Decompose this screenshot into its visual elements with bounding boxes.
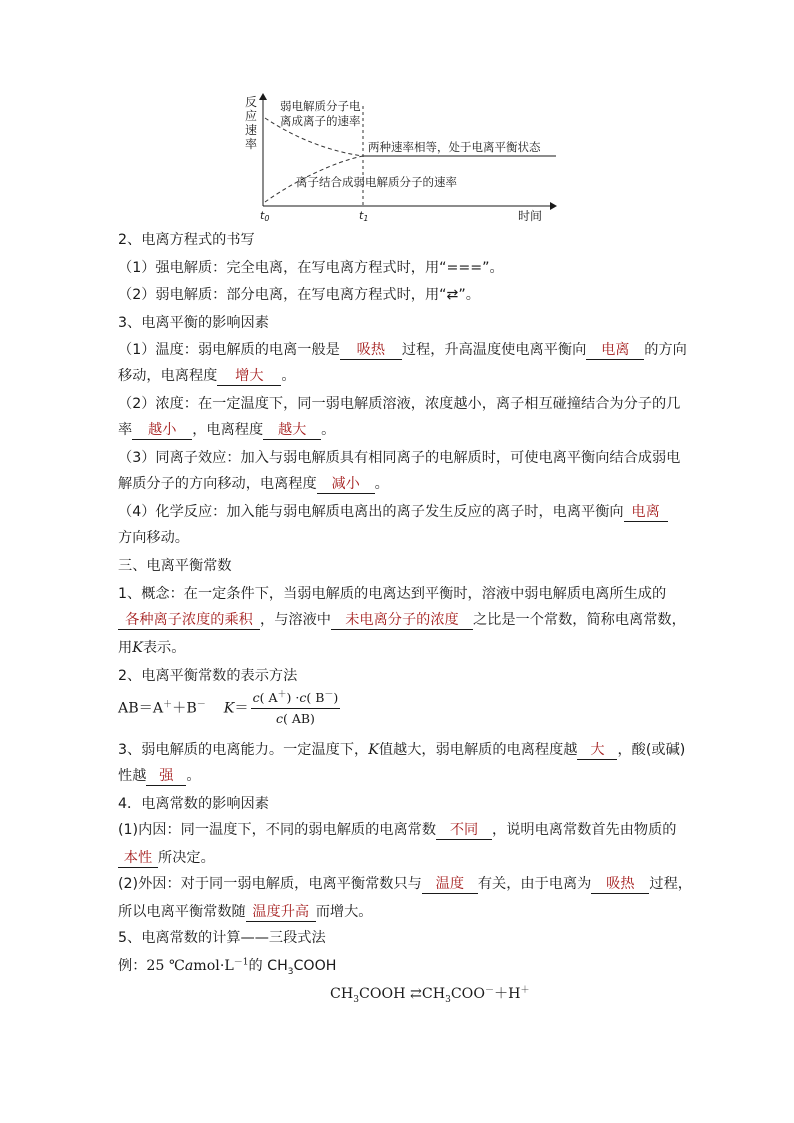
paragraph: （2）弱电解质：部分电离，在写电离方程式时，用“⇄”。 <box>118 287 480 303</box>
answer-blank: 不同 <box>436 821 492 840</box>
paragraph: 1、概念：在一定条件下，当弱电解质的电离达到平衡时，溶液中弱电解质电离所生成的 <box>118 586 667 602</box>
answer-blank: 大 <box>577 741 617 760</box>
paragraph: 移动，电离程度 增大 。 <box>118 368 296 384</box>
equilibrium-expression: AB＝A＋＋B－ K＝ $\frac{c( A^+) \cdot c( B^-)}{c( AB)}$ <box>118 689 339 726</box>
y-axis-label-char: 反 <box>245 95 258 109</box>
x-axis-label: 时间 <box>518 209 543 222</box>
answer-blank: 增大 <box>217 367 281 386</box>
paragraph: （1）温度：弱电解质的电离一般是 吸热 过程，升高温度使电离平衡向 电离 的方向 <box>118 342 687 358</box>
constant-fraction: $\frac{c( A^+) \cdot c( B^-)}{c( AB)}$ <box>252 689 339 726</box>
paragraph: 所以电离平衡常数随 温度升高 而增大。 <box>118 904 373 920</box>
paragraph: 性越 强 。 <box>118 768 201 784</box>
paragraph: 本性 所决定。 <box>118 848 215 868</box>
paragraph: 解质分子的方向移动，电离程度 减小 。 <box>118 476 389 492</box>
example-line: 例：25 $℃amol\cdot L^{-1}$的 $CH_3COOH$ <box>118 957 337 977</box>
ionization-reaction: $CH_3COOH$ $⇄CH_3COO^-+H^+$ <box>330 985 530 1005</box>
equilibrium-label: 两种速率相等，处于电离平衡状态 <box>368 140 541 154</box>
t0-label: t0 <box>260 209 270 222</box>
paragraph: （3）同离子效应：加入与弱电解质具有相同离子的电解质时，可使电离平衡向结合成弱电 <box>118 450 681 466</box>
section-heading: 4．电离常数的影响因素 <box>118 796 269 812</box>
answer-blank: 电离 <box>624 503 668 522</box>
answer-blank: 各种离子浓度的乘积 <box>118 611 260 630</box>
curve-top-label: 弱电解质分子电 <box>280 99 361 113</box>
answer-blank: 未电离分子的浓度 <box>331 611 473 630</box>
answer-blank: 本性 <box>118 849 158 868</box>
answer-blank: 温度 <box>422 875 478 894</box>
answer-blank: 越小 <box>132 421 192 440</box>
section-heading: 5、电离常数的计算——三段式法 <box>118 930 326 946</box>
answer-blank: 吸热 <box>591 875 649 894</box>
paragraph: 各种离子浓度的乘积 ，与溶液中 未电离分子的浓度 之比是一个常数，简称电离常数， <box>118 610 686 630</box>
answer-blank: 越大 <box>263 421 321 440</box>
answer-blank: 电离 <box>586 341 644 360</box>
paragraph: 3、弱电解质的电离能力。一定温度下，K值越大，弱电解质的电离程度越 大 ，酸(或碱) <box>118 742 686 758</box>
curve-bottom-label: 离子结合成弱电解质分子的速率 <box>296 175 457 189</box>
answer-blank: 强 <box>146 767 186 786</box>
y-axis-label-char: 速 <box>245 123 258 137</box>
y-axis-label-char: 率 <box>245 137 258 151</box>
paragraph: （2）浓度：在一定温度下，同一弱电解质溶液，浓度越小，离子相互碰撞结合为分子的几 <box>118 396 681 412</box>
paragraph: （4）化学反应：加入能与弱电解质电离出的离子发生反应的离子时，电离平衡向 电离 <box>118 502 668 522</box>
t1-label: t1 <box>359 209 369 222</box>
answer-blank: 温度升高 <box>246 903 316 922</box>
curve-top-label: 离成离子的速率 <box>280 114 361 128</box>
section-heading: 2、电离方程式的书写 <box>118 232 255 248</box>
section-heading: 3、电离平衡的影响因素 <box>118 315 269 331</box>
answer-blank: 吸热 <box>340 341 402 360</box>
paragraph: (2)外因：对于同一弱电解质，电离平衡常数只与 温度 有关，由于电离为 吸热 过程， <box>118 876 692 892</box>
paragraph: 方向移动。 <box>118 530 189 546</box>
section-heading: 三、电离平衡常数 <box>118 558 232 574</box>
section-heading: 2、电离平衡常数的表示方法 <box>118 668 298 684</box>
paragraph: 率 越小 ，电离程度 越大 。 <box>118 422 336 438</box>
rate-time-figure <box>238 92 558 222</box>
paragraph: (1)内因：同一温度下，不同的弱电解质的电离常数 不同 ，说明电离常数首先由物质的 <box>118 822 677 838</box>
paragraph: （1）强电解质：完全电离，在写电离方程式时，用“===”。 <box>118 260 504 276</box>
paragraph: 用K表示。 <box>118 640 186 656</box>
y-axis-label-char: 应 <box>245 109 258 123</box>
answer-blank: 减小 <box>317 475 375 494</box>
